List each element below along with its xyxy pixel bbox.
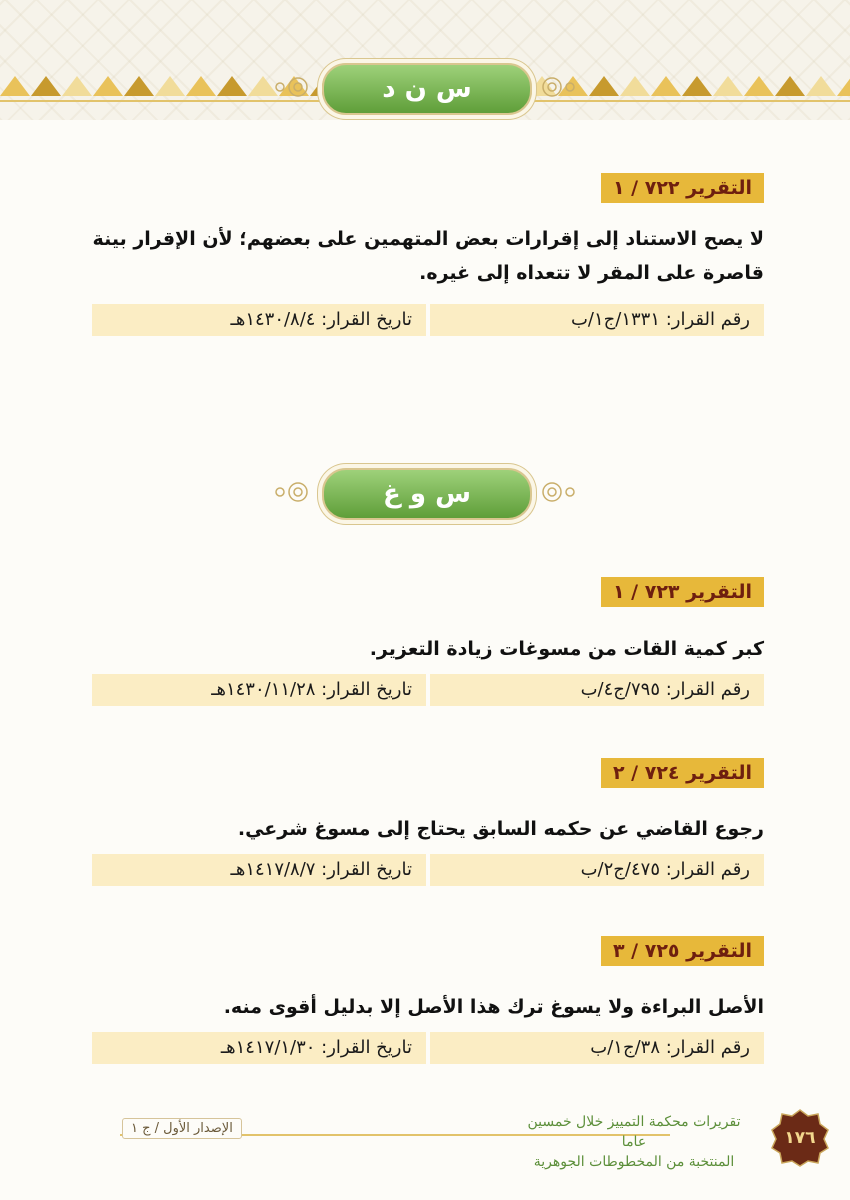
- triangle-ornament: [713, 76, 743, 96]
- decision-number: رقم القرار: ١٣٣١/ج١/ب: [430, 304, 764, 336]
- triangle-ornament: [682, 76, 712, 96]
- triangle-ornament: [186, 76, 216, 96]
- book-title-line1: تقريرات محكمة التمييز خلال خمسين عاما: [527, 1114, 741, 1150]
- ruling-text: رجوع القاضي عن حكمه السابق يحتاج إلى مسوغ شرعي.: [237, 818, 764, 840]
- ruling-title: التقرير ٧٢٣ / ١: [601, 577, 764, 607]
- book-title-line2: المنتخبة من المخطوطات الجوهرية: [533, 1154, 735, 1170]
- section-heading: س و غ: [322, 468, 532, 520]
- triangle-ornament: [155, 76, 185, 96]
- section-heading: س ن د: [322, 63, 532, 115]
- decision-date: تاريخ القرار: ١٤١٧/١/٣٠هـ: [92, 1032, 426, 1064]
- triangle-ornament: [0, 76, 30, 96]
- page-number: ١٧٦: [784, 1128, 816, 1148]
- decision-date: تاريخ القرار: ١٤١٧/٨/٧هـ: [92, 854, 426, 886]
- triangle-ornament: [217, 76, 247, 96]
- triangle-ornament: [31, 76, 61, 96]
- ruling-title: التقرير ٧٢٢ / ١: [601, 173, 764, 203]
- decision-date: تاريخ القرار: ١٤٣٠/٨/٤هـ: [92, 304, 426, 336]
- section-banner: [270, 52, 580, 122]
- triangle-ornament: [124, 76, 154, 96]
- triangle-ornament: [589, 76, 619, 96]
- decision-date: تاريخ القرار: ١٤٣٠/١١/٢٨هـ: [92, 674, 426, 706]
- triangle-ornament: [620, 76, 650, 96]
- triangle-ornament: [775, 76, 805, 96]
- triangle-ornament: [806, 76, 836, 96]
- ruling-text: كبر كمية القات من مسوغات زيادة التعزير.: [369, 638, 764, 660]
- triangle-ornament: [93, 76, 123, 96]
- triangle-ornament: [651, 76, 681, 96]
- ruling-title: التقرير ٧٢٤ / ٢: [601, 758, 764, 788]
- triangle-ornament: [837, 76, 850, 96]
- book-title: [514, 1112, 754, 1172]
- decision-number: رقم القرار: ٤٧٥/ج٢/ب: [430, 854, 764, 886]
- triangle-ornament: [744, 76, 774, 96]
- ruling-text: الأصل البراءة ولا يسوغ ترك هذا الأصل إلا بدليل أقوى منه.: [223, 996, 764, 1018]
- ruling-text: لا يصح الاستناد إلى إقرارات بعض المتهمين على بعضهم؛ لأن الإقرار بينة قاصرة على المقر لا تتعداه إلى غيره.: [92, 228, 764, 284]
- section-banner: [270, 457, 580, 527]
- ruling-title: التقرير ٧٢٥ / ٣: [601, 936, 764, 966]
- edition-label: الإصدار الأول / ج ١: [122, 1118, 242, 1139]
- triangle-ornament: [62, 76, 92, 96]
- decision-number: رقم القرار: ٣٨/ج١/ب: [430, 1032, 764, 1064]
- decision-number: رقم القرار: ٧٩٥/ج٤/ب: [430, 674, 764, 706]
